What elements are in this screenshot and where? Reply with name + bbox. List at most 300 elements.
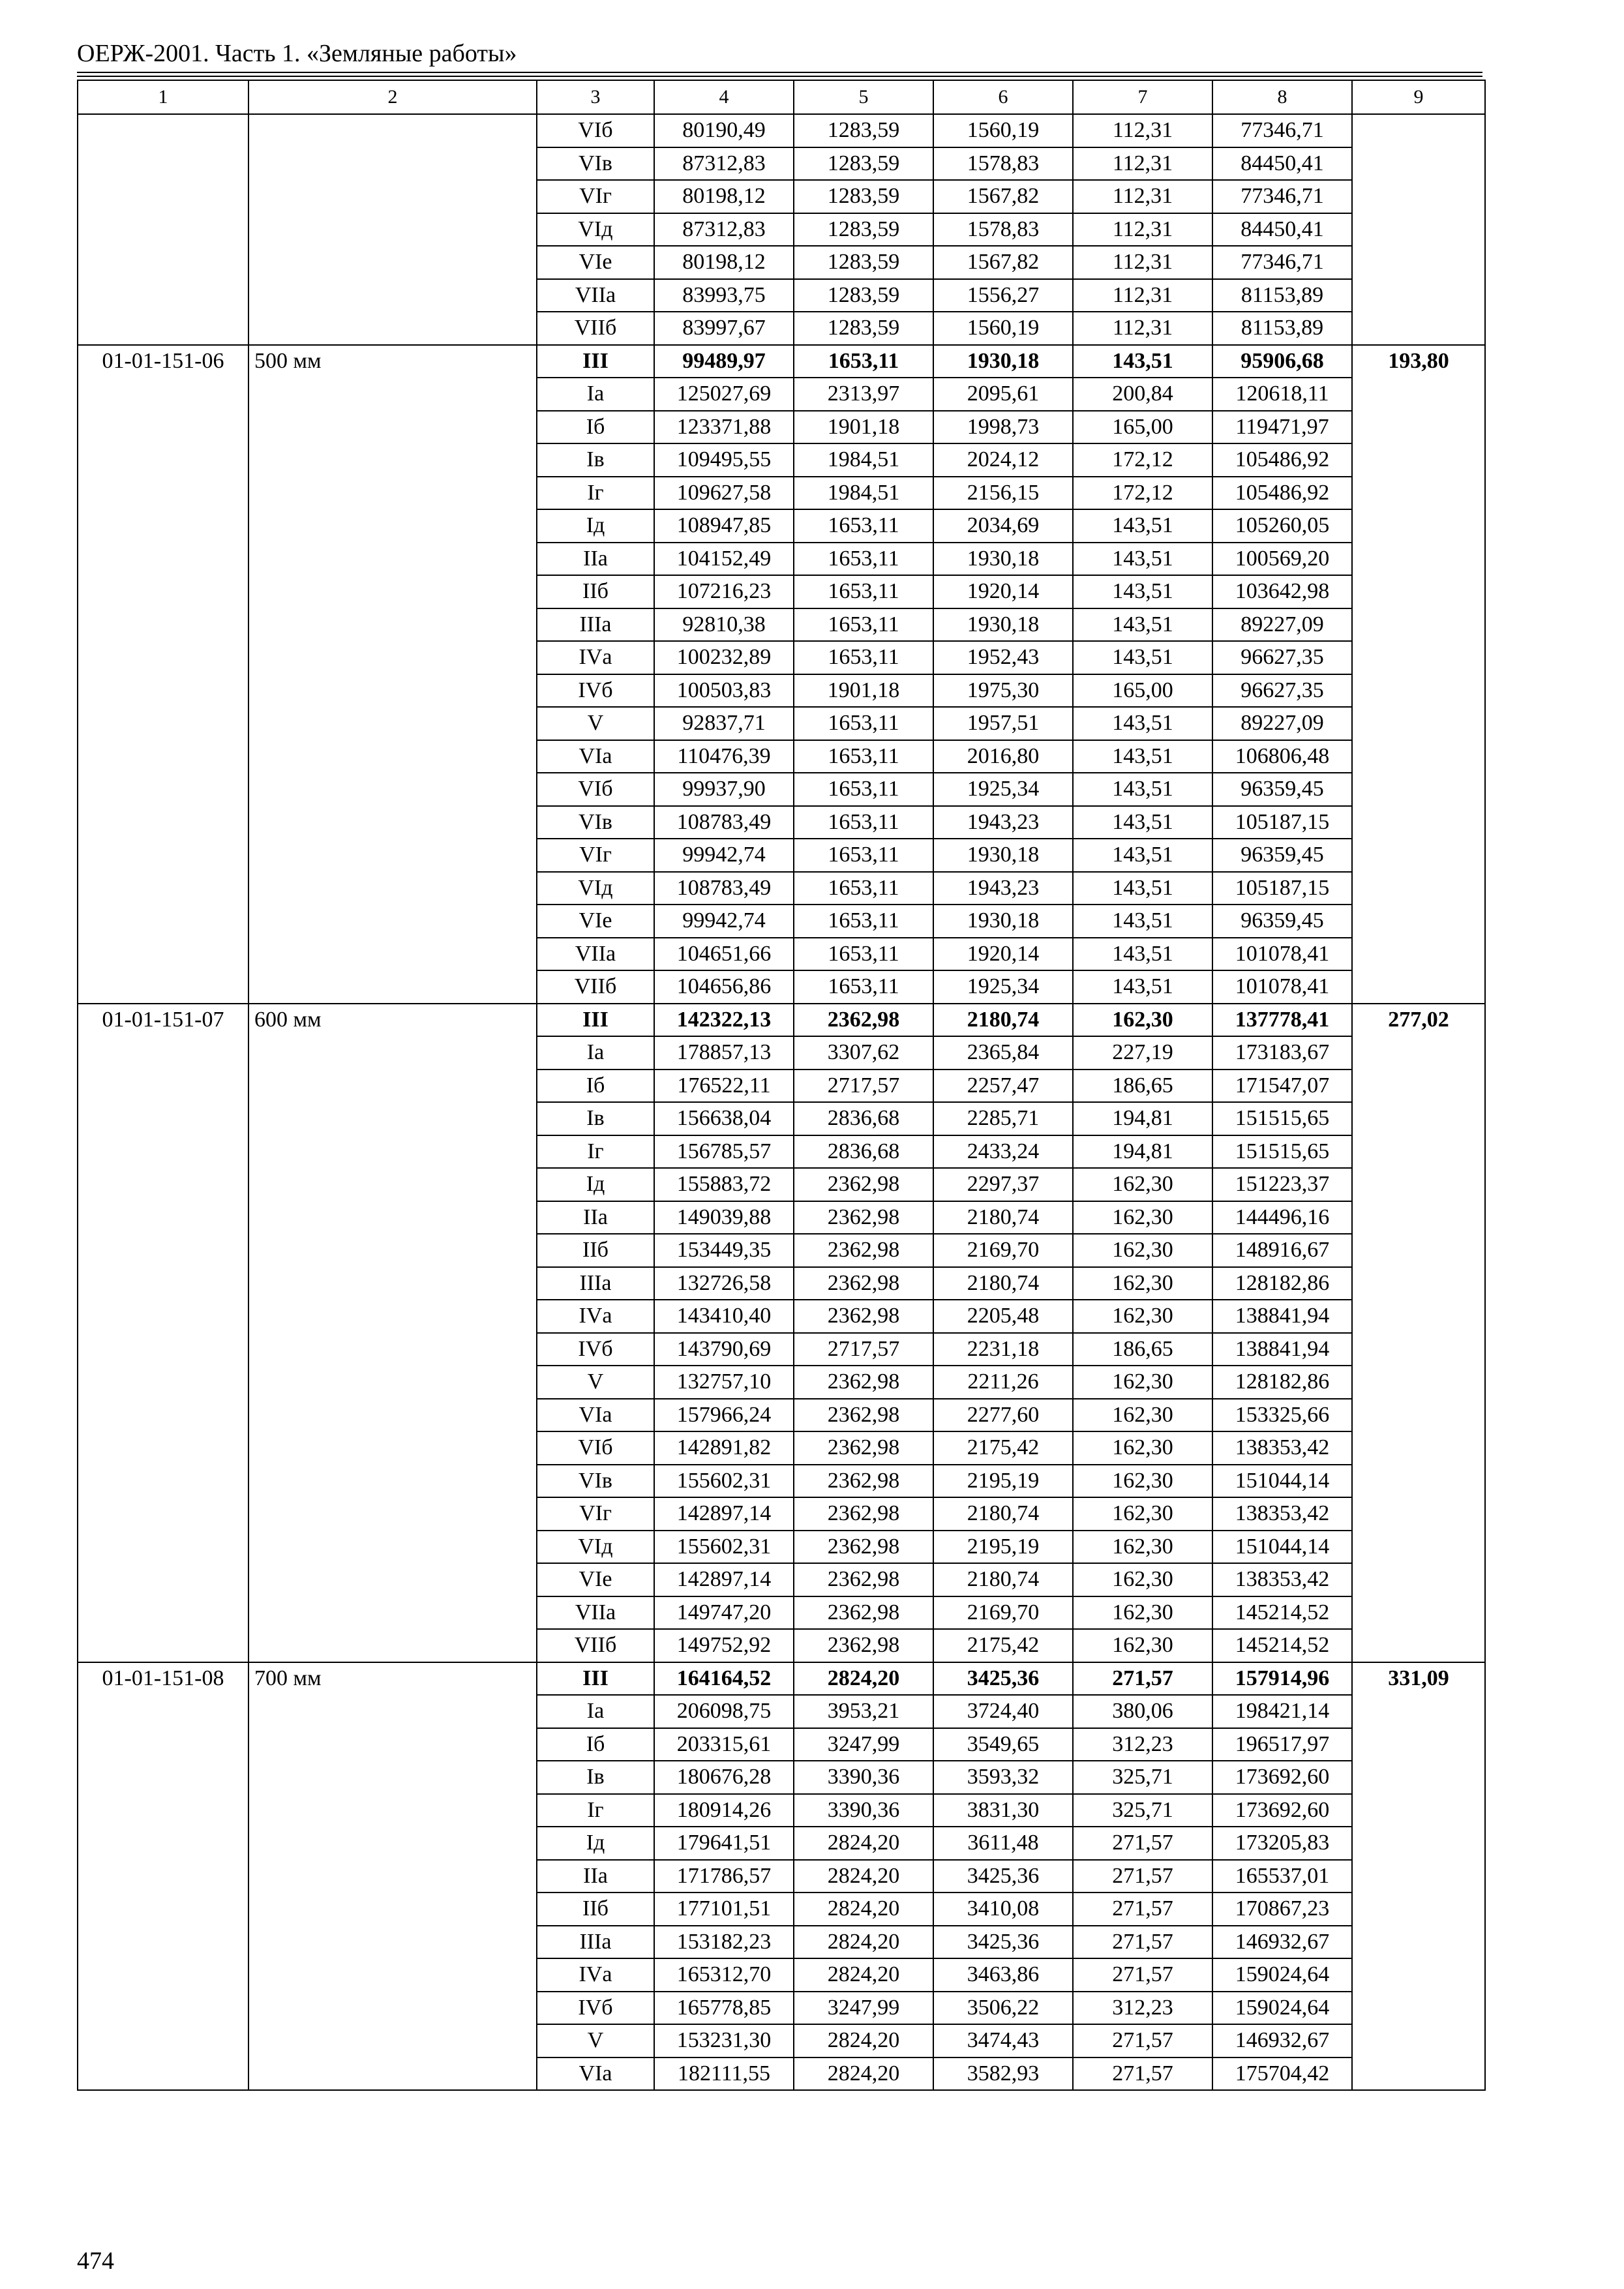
value-cell: 325,71 [1073, 1794, 1212, 1827]
value-cell: 162,30 [1073, 1431, 1212, 1465]
zone-cell: VIб [537, 114, 654, 147]
value-cell: 145214,52 [1212, 1596, 1352, 1630]
value-cell: 1930,18 [933, 839, 1073, 872]
value-cell: 2824,20 [794, 1893, 933, 1926]
value-cell: 2824,20 [794, 1926, 933, 1959]
value-cell: 119471,97 [1212, 411, 1352, 444]
zone-cell: IIб [537, 575, 654, 608]
value-cell: 173692,60 [1212, 1794, 1352, 1827]
value-cell: 112,31 [1073, 180, 1212, 213]
value-cell: 1952,43 [933, 641, 1073, 674]
value-cell: 1943,23 [933, 872, 1073, 905]
zone-cell: Iв [537, 443, 654, 477]
value-cell: 165537,01 [1212, 1860, 1352, 1893]
zone-cell: VIд [537, 1531, 654, 1564]
value-cell: 3953,21 [794, 1695, 933, 1728]
value-cell: 2205,48 [933, 1300, 1073, 1333]
value-cell: 2169,70 [933, 1234, 1073, 1267]
column-number: 5 [794, 80, 933, 114]
value-cell: 137778,41 [1212, 1004, 1352, 1037]
table-row [78, 1662, 1485, 1696]
value-cell: 1653,11 [794, 905, 933, 938]
value-cell: 173183,67 [1212, 1036, 1352, 1070]
zone-cell: VIв [537, 147, 654, 181]
value-cell: 1653,11 [794, 641, 933, 674]
value-cell: 194,81 [1073, 1135, 1212, 1169]
value-cell: 194,81 [1073, 1102, 1212, 1135]
zone-cell: IIб [537, 1234, 654, 1267]
value-cell: 2016,80 [933, 740, 1073, 773]
value-cell: 95906,68 [1212, 345, 1352, 378]
value-cell: 1283,59 [794, 180, 933, 213]
zone-cell: Iа [537, 1036, 654, 1070]
value-cell: 2362,98 [794, 1300, 933, 1333]
value-cell: 143,51 [1073, 938, 1212, 971]
value-cell: 1283,59 [794, 147, 933, 181]
value-cell: 132726,58 [654, 1267, 794, 1300]
rates-table [77, 80, 1486, 2091]
value-cell: 1578,83 [933, 213, 1073, 247]
value-cell: 3831,30 [933, 1794, 1073, 1827]
value-cell: 144496,16 [1212, 1201, 1352, 1234]
value-cell: 149747,20 [654, 1596, 794, 1630]
zone-cell: VIа [537, 2057, 654, 2091]
value-cell: 2175,42 [933, 1629, 1073, 1662]
value-cell: 164164,52 [654, 1662, 794, 1696]
column-number: 7 [1073, 80, 1212, 114]
value-cell: 99489,97 [654, 345, 794, 378]
zone-cell: IIа [537, 1860, 654, 1893]
value-cell: 203315,61 [654, 1728, 794, 1761]
value-cell: 106806,48 [1212, 740, 1352, 773]
value-cell: 3390,36 [794, 1761, 933, 1794]
zone-cell: Iг [537, 1135, 654, 1169]
zone-cell: IVа [537, 1958, 654, 1992]
zone-cell: Iа [537, 1695, 654, 1728]
value-cell: 1975,30 [933, 674, 1073, 708]
value-cell: 162,30 [1073, 1497, 1212, 1531]
value-cell: 153231,30 [654, 2024, 794, 2057]
zone-cell: III [537, 1662, 654, 1696]
zone-cell: III [537, 1004, 654, 1037]
value-cell: 108783,49 [654, 872, 794, 905]
value-cell: 143,51 [1073, 707, 1212, 740]
value-cell: 178857,13 [654, 1036, 794, 1070]
value-cell: 2095,61 [933, 378, 1073, 411]
value-cell: 173205,83 [1212, 1827, 1352, 1860]
zone-cell: VIв [537, 806, 654, 839]
value-cell: 3474,43 [933, 2024, 1073, 2057]
value-cell: 2362,98 [794, 1234, 933, 1267]
value-cell: 1653,11 [794, 806, 933, 839]
value-cell: 2180,74 [933, 1563, 1073, 1596]
zone-cell: Iб [537, 411, 654, 444]
value-cell: 172,12 [1073, 443, 1212, 477]
zone-cell: V [537, 707, 654, 740]
value-cell: 120618,11 [1212, 378, 1352, 411]
value-cell: 1556,27 [933, 279, 1073, 312]
value-cell: 1653,11 [794, 509, 933, 543]
rate-code: 01-01-151-06 [78, 345, 248, 1004]
value-cell: 1925,34 [933, 773, 1073, 806]
value-cell: 89227,09 [1212, 608, 1352, 642]
value-cell: 92837,71 [654, 707, 794, 740]
value-cell: 138841,94 [1212, 1333, 1352, 1366]
value-cell: 143,51 [1073, 575, 1212, 608]
value-cell: 2362,98 [794, 1465, 933, 1498]
value-cell: 271,57 [1073, 1860, 1212, 1893]
value-cell: 99942,74 [654, 905, 794, 938]
zone-cell: VIг [537, 1497, 654, 1531]
zone-cell: IVб [537, 1333, 654, 1366]
value-cell: 1283,59 [794, 312, 933, 345]
value-cell: 103642,98 [1212, 575, 1352, 608]
value-cell: 1653,11 [794, 345, 933, 378]
value-cell: 1930,18 [933, 345, 1073, 378]
value-cell: 143,51 [1073, 970, 1212, 1004]
labor-total: 331,09 [1352, 1662, 1485, 2091]
value-cell: 2211,26 [933, 1366, 1073, 1399]
zone-cell: IIIа [537, 1267, 654, 1300]
value-cell: 380,06 [1073, 1695, 1212, 1728]
value-cell: 83997,67 [654, 312, 794, 345]
zone-cell: Iд [537, 1827, 654, 1860]
value-cell: 153182,23 [654, 1926, 794, 1959]
value-cell: 109495,55 [654, 443, 794, 477]
value-cell: 1957,51 [933, 707, 1073, 740]
rate-code [78, 114, 248, 345]
zone-cell: IIа [537, 543, 654, 576]
rate-name: 500 мм [248, 345, 537, 1004]
value-cell: 138353,42 [1212, 1563, 1352, 1596]
zone-cell: VIг [537, 839, 654, 872]
value-cell: 1560,19 [933, 114, 1073, 147]
value-cell: 198421,14 [1212, 1695, 1352, 1728]
value-cell: 2034,69 [933, 509, 1073, 543]
value-cell: 2362,98 [794, 1004, 933, 1037]
value-cell: 105187,15 [1212, 806, 1352, 839]
value-cell: 162,30 [1073, 1168, 1212, 1201]
zone-cell: VIд [537, 213, 654, 247]
value-cell: 179641,51 [654, 1827, 794, 1860]
value-cell: 271,57 [1073, 1958, 1212, 1992]
value-cell: 1930,18 [933, 608, 1073, 642]
value-cell: 165778,85 [654, 1992, 794, 2025]
rate-code: 01-01-151-08 [78, 1662, 248, 2091]
value-cell: 2836,68 [794, 1102, 933, 1135]
zone-cell: VIд [537, 872, 654, 905]
value-cell: 1653,11 [794, 608, 933, 642]
value-cell: 81153,89 [1212, 312, 1352, 345]
value-cell: 1901,18 [794, 411, 933, 444]
value-cell: 96359,45 [1212, 905, 1352, 938]
value-cell: 162,30 [1073, 1004, 1212, 1037]
value-cell: 143,51 [1073, 872, 1212, 905]
value-cell: 125027,69 [654, 378, 794, 411]
value-cell: 87312,83 [654, 213, 794, 247]
value-cell: 2433,24 [933, 1135, 1073, 1169]
value-cell: 109627,58 [654, 477, 794, 510]
value-cell: 3307,62 [794, 1036, 933, 1070]
value-cell: 3425,36 [933, 1662, 1073, 1696]
value-cell: 156785,57 [654, 1135, 794, 1169]
value-cell: 143,51 [1073, 641, 1212, 674]
value-cell: 2285,71 [933, 1102, 1073, 1135]
value-cell: 2362,98 [794, 1596, 933, 1630]
header-rule-bottom [77, 76, 1482, 77]
value-cell: 165312,70 [654, 1958, 794, 1992]
value-cell: 2231,18 [933, 1333, 1073, 1366]
value-cell: 112,31 [1073, 246, 1212, 279]
value-cell: 186,65 [1073, 1333, 1212, 1366]
value-cell: 1567,82 [933, 246, 1073, 279]
value-cell: 1920,14 [933, 575, 1073, 608]
value-cell: 100232,89 [654, 641, 794, 674]
value-cell: 149039,88 [654, 1201, 794, 1234]
value-cell: 1925,34 [933, 970, 1073, 1004]
value-cell: 2297,37 [933, 1168, 1073, 1201]
value-cell: 2362,98 [794, 1168, 933, 1201]
value-cell: 143,51 [1073, 345, 1212, 378]
value-cell: 138841,94 [1212, 1300, 1352, 1333]
value-cell: 2824,20 [794, 1860, 933, 1893]
value-cell: 173692,60 [1212, 1761, 1352, 1794]
value-cell: 142891,82 [654, 1431, 794, 1465]
value-cell: 105260,05 [1212, 509, 1352, 543]
value-cell: 143410,40 [654, 1300, 794, 1333]
column-number-row [78, 80, 1485, 114]
zone-cell: VIIа [537, 279, 654, 312]
value-cell: 159024,64 [1212, 1992, 1352, 2025]
value-cell: 128182,86 [1212, 1366, 1352, 1399]
value-cell: 151515,65 [1212, 1135, 1352, 1169]
value-cell: 112,31 [1073, 147, 1212, 181]
value-cell: 151223,37 [1212, 1168, 1352, 1201]
zone-cell: IIа [537, 1201, 654, 1234]
value-cell: 146932,67 [1212, 2024, 1352, 2057]
value-cell: 1283,59 [794, 246, 933, 279]
value-cell: 143,51 [1073, 905, 1212, 938]
value-cell: 1653,11 [794, 543, 933, 576]
value-cell: 2156,15 [933, 477, 1073, 510]
header-rule-top [77, 72, 1482, 73]
value-cell: 1283,59 [794, 279, 933, 312]
value-cell: 162,30 [1073, 1201, 1212, 1234]
value-cell: 99942,74 [654, 839, 794, 872]
value-cell: 2257,47 [933, 1070, 1073, 1103]
value-cell: 3506,22 [933, 1992, 1073, 2025]
value-cell: 138353,42 [1212, 1497, 1352, 1531]
value-cell: 2362,98 [794, 1431, 933, 1465]
value-cell: 176522,11 [654, 1070, 794, 1103]
value-cell: 271,57 [1073, 1827, 1212, 1860]
value-cell: 2180,74 [933, 1201, 1073, 1234]
rate-name [248, 114, 537, 345]
value-cell: 2175,42 [933, 1431, 1073, 1465]
value-cell: 151515,65 [1212, 1102, 1352, 1135]
zone-cell: IVа [537, 641, 654, 674]
value-cell: 1653,11 [794, 970, 933, 1004]
value-cell: 143,51 [1073, 839, 1212, 872]
value-cell: 271,57 [1073, 1662, 1212, 1696]
value-cell: 171547,07 [1212, 1070, 1352, 1103]
value-cell: 1283,59 [794, 213, 933, 247]
value-cell: 155883,72 [654, 1168, 794, 1201]
value-cell: 3549,65 [933, 1728, 1073, 1761]
labor-total [1352, 114, 1485, 345]
value-cell: 171786,57 [654, 1860, 794, 1893]
value-cell: 1930,18 [933, 543, 1073, 576]
value-cell: 2717,57 [794, 1070, 933, 1103]
value-cell: 157914,96 [1212, 1662, 1352, 1696]
zone-cell: VIIб [537, 312, 654, 345]
value-cell: 143790,69 [654, 1333, 794, 1366]
value-cell: 2362,98 [794, 1201, 933, 1234]
zone-cell: IIб [537, 1893, 654, 1926]
value-cell: 84450,41 [1212, 147, 1352, 181]
value-cell: 312,23 [1073, 1728, 1212, 1761]
value-cell: 89227,09 [1212, 707, 1352, 740]
value-cell: 148916,67 [1212, 1234, 1352, 1267]
value-cell: 2180,74 [933, 1267, 1073, 1300]
value-cell: 1920,14 [933, 938, 1073, 971]
value-cell: 100569,20 [1212, 543, 1352, 576]
value-cell: 77346,71 [1212, 246, 1352, 279]
zone-cell: IIIа [537, 608, 654, 642]
zone-cell: Iд [537, 1168, 654, 1201]
value-cell: 153325,66 [1212, 1399, 1352, 1432]
value-cell: 180914,26 [654, 1794, 794, 1827]
zone-cell: VIIб [537, 970, 654, 1004]
zone-cell: Iа [537, 378, 654, 411]
value-cell: 1653,11 [794, 773, 933, 806]
value-cell: 162,30 [1073, 1629, 1212, 1662]
column-number: 3 [537, 80, 654, 114]
value-cell: 2362,98 [794, 1531, 933, 1564]
value-cell: 110476,39 [654, 740, 794, 773]
value-cell: 143,51 [1073, 509, 1212, 543]
value-cell: 3593,32 [933, 1761, 1073, 1794]
value-cell: 104152,49 [654, 543, 794, 576]
value-cell: 92810,38 [654, 608, 794, 642]
value-cell: 105486,92 [1212, 443, 1352, 477]
value-cell: 3611,48 [933, 1827, 1073, 1860]
value-cell: 3582,93 [933, 2057, 1073, 2091]
value-cell: 143,51 [1073, 740, 1212, 773]
value-cell: 200,84 [1073, 378, 1212, 411]
value-cell: 3425,36 [933, 1860, 1073, 1893]
value-cell: 105187,15 [1212, 872, 1352, 905]
value-cell: 1560,19 [933, 312, 1073, 345]
value-cell: 108783,49 [654, 806, 794, 839]
zone-cell: IVа [537, 1300, 654, 1333]
table-row [78, 114, 1485, 147]
value-cell: 2824,20 [794, 2057, 933, 2091]
value-cell: 271,57 [1073, 2024, 1212, 2057]
value-cell: 2824,20 [794, 2024, 933, 2057]
value-cell: 100503,83 [654, 674, 794, 708]
value-cell: 104651,66 [654, 938, 794, 971]
value-cell: 1653,11 [794, 707, 933, 740]
value-cell: 162,30 [1073, 1399, 1212, 1432]
value-cell: 162,30 [1073, 1366, 1212, 1399]
value-cell: 3390,36 [794, 1794, 933, 1827]
value-cell: 1984,51 [794, 477, 933, 510]
value-cell: 146932,67 [1212, 1926, 1352, 1959]
value-cell: 2365,84 [933, 1036, 1073, 1070]
value-cell: 271,57 [1073, 1893, 1212, 1926]
value-cell: 2836,68 [794, 1135, 933, 1169]
rate-name: 700 мм [248, 1662, 537, 2091]
value-cell: 83993,75 [654, 279, 794, 312]
value-cell: 3425,36 [933, 1926, 1073, 1959]
value-cell: 123371,88 [654, 411, 794, 444]
zone-cell: VIа [537, 1399, 654, 1432]
column-number: 2 [248, 80, 537, 114]
value-cell: 1653,11 [794, 872, 933, 905]
labor-total: 193,80 [1352, 345, 1485, 1004]
value-cell: 206098,75 [654, 1695, 794, 1728]
value-cell: 1998,73 [933, 411, 1073, 444]
zone-cell: Iб [537, 1070, 654, 1103]
zone-cell: Iг [537, 477, 654, 510]
value-cell: 1930,18 [933, 905, 1073, 938]
value-cell: 2362,98 [794, 1563, 933, 1596]
value-cell: 80190,49 [654, 114, 794, 147]
value-cell: 145214,52 [1212, 1629, 1352, 1662]
zone-cell: VIIб [537, 1629, 654, 1662]
value-cell: 143,51 [1073, 773, 1212, 806]
zone-cell: Iв [537, 1102, 654, 1135]
value-cell: 2824,20 [794, 1827, 933, 1860]
value-cell: 196517,97 [1212, 1728, 1352, 1761]
value-cell: 153449,35 [654, 1234, 794, 1267]
zone-cell: VIа [537, 740, 654, 773]
value-cell: 162,30 [1073, 1300, 1212, 1333]
zone-cell: IVб [537, 674, 654, 708]
value-cell: 142322,13 [654, 1004, 794, 1037]
value-cell: 182111,55 [654, 2057, 794, 2091]
value-cell: 1653,11 [794, 938, 933, 971]
value-cell: 99937,90 [654, 773, 794, 806]
column-number: 9 [1352, 80, 1485, 114]
value-cell: 143,51 [1073, 608, 1212, 642]
value-cell: 151044,14 [1212, 1531, 1352, 1564]
value-cell: 2169,70 [933, 1596, 1073, 1630]
value-cell: 112,31 [1073, 312, 1212, 345]
value-cell: 2313,97 [794, 378, 933, 411]
zone-cell: Iг [537, 1794, 654, 1827]
zone-cell: Iд [537, 509, 654, 543]
column-number: 4 [654, 80, 794, 114]
value-cell: 84450,41 [1212, 213, 1352, 247]
value-cell: 1653,11 [794, 839, 933, 872]
zone-cell: IVб [537, 1992, 654, 2025]
value-cell: 138353,42 [1212, 1431, 1352, 1465]
value-cell: 170867,23 [1212, 1893, 1352, 1926]
value-cell: 162,30 [1073, 1531, 1212, 1564]
value-cell: 3247,99 [794, 1992, 933, 2025]
value-cell: 162,30 [1073, 1563, 1212, 1596]
value-cell: 162,30 [1073, 1596, 1212, 1630]
value-cell: 2362,98 [794, 1497, 933, 1531]
value-cell: 2180,74 [933, 1004, 1073, 1037]
value-cell: 3463,86 [933, 1958, 1073, 1992]
value-cell: 162,30 [1073, 1267, 1212, 1300]
column-number: 6 [933, 80, 1073, 114]
value-cell: 162,30 [1073, 1234, 1212, 1267]
value-cell: 271,57 [1073, 2057, 1212, 2091]
